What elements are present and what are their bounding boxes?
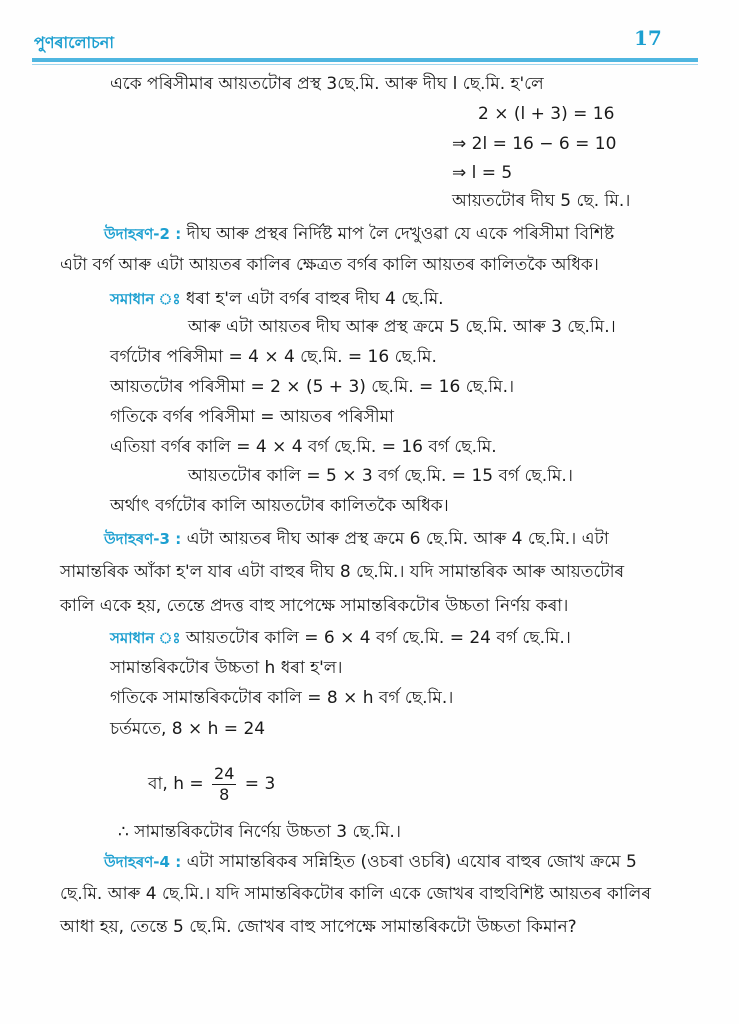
text-line: বৰ্গটোৰ পৰিসীমা = 4 × 4 ছে.মি. = 16 ছে.মি. [110, 347, 437, 367]
text-line: সামান্তৰিকটোৰ উচ্চতা h ধৰা হ'ল। [110, 658, 343, 678]
text-line: গতিকে বৰ্গৰ পৰিসীমা = আয়তৰ পৰিসীমা [110, 407, 394, 427]
equation-line: 2 × (l + 3) = 16 [478, 104, 615, 124]
example-text: এটা সামান্তৰিকৰ সন্নিহিত (ওচৰা ওচৰি) এযোৰ বাহুৰ জোখ ক্ৰমে 5 [186, 852, 637, 872]
example-text: এটা আয়তৰ দীঘ আৰু প্ৰস্থ ক্ৰমে 6 ছে.মি. আৰু 4 ছে.মি.। এটা [186, 529, 609, 549]
text-line: এতিয়া বৰ্গৰ কালি = 4 × 4 বৰ্গ ছে.মি. = 16 বৰ্গ ছে.মি. [110, 437, 497, 457]
running-header: পুণৰালোচনা [34, 33, 115, 52]
fraction [212, 764, 236, 805]
solution-heading [110, 627, 571, 649]
text-line: সামান্তৰিক আঁকা হ'ল যাৰ এটা বাহুৰ দীঘ 8 ছে.মি.। যদি সামান্তৰিক আৰু আয়তটোৰ [60, 562, 625, 582]
solution-heading [110, 288, 444, 310]
text-line: আৰু এটা আয়তৰ দীঘ আৰু প্ৰস্থ ক্ৰমে 5 ছে.মি. আৰু 3 ছে.মি.। [188, 317, 616, 337]
equation-line: ⇒ 2l = 16 − 6 = 10 [452, 134, 617, 154]
fraction-prefix: বা, h = [148, 774, 204, 794]
example-heading [104, 528, 609, 550]
fraction-denominator: 8 [219, 784, 230, 804]
text-line: গতিকে সামান্তৰিকটোৰ কালি = 8 × h বৰ্গ ছে.মি.। [110, 688, 454, 708]
page-number: 17 [634, 26, 662, 50]
example-heading [104, 851, 637, 873]
solution-text: ধৰা হ'ল এটা বৰ্গৰ বাহুৰ দীঘ 4 ছে.মি. [185, 289, 444, 309]
text-line: আয়তটোৰ পৰিসীমা = 2 × (5 + 3) ছে.মি. = 16 ছে.মি.। [110, 377, 515, 397]
conclusion-line: ∴ সামান্তৰিকটোৰ নিৰ্ণেয় উচ্চতা 3 ছে.মি.। [118, 822, 401, 842]
fraction-line [148, 762, 275, 806]
header-rule [32, 58, 698, 62]
text-line: আয়তটোৰ কালি = 5 × 3 বৰ্গ ছে.মি. = 15 বৰ্গ ছে.মি.। [188, 466, 573, 486]
text-line: এটা বৰ্গ আৰু এটা আয়তৰ কালিৰ ক্ষেত্ৰত বৰ্গৰ কালি আয়তৰ কালিতকৈ অধিক। [60, 255, 599, 275]
text-line: চৰ্তমতে, 8 × h = 24 [110, 719, 266, 739]
example-text: দীঘ আৰু প্ৰস্থৰ নিৰ্দিষ্ট মাপ লৈ দেখুওৱা যে একে পৰিসীমা বিশিষ্ট [186, 224, 615, 244]
solution-label: সমাধান ঃ [110, 290, 181, 308]
text-line: অৰ্থাৎ বৰ্গটোৰ কালি আয়তটোৰ কালিতকৈ অধিক। [110, 496, 449, 516]
fraction-numerator: 24 [214, 763, 235, 783]
equation-line: ⇒ l = 5 [452, 163, 513, 183]
fraction-suffix: = 3 [244, 774, 276, 794]
example-heading [104, 223, 614, 245]
text-line: একে পৰিসীমাৰ আয়তটোৰ প্ৰস্থ 3ছে.মি. আৰু দীঘ l ছে.মি. হ'লে [110, 74, 544, 94]
text-line: আয়তটোৰ দীঘ 5 ছে. মি.। [452, 191, 631, 211]
text-line: ছে.মি. আৰু 4 ছে.মি.। যদি সামান্তৰিকটোৰ কালি একে জোখৰ বাহুবিশিষ্ট আয়তৰ কালিৰ [60, 884, 651, 904]
example-label: উদাহৰণ-4 : [104, 853, 182, 871]
text-line: আধা হয়, তেন্তে 5 ছে.মি. জোখৰ বাহু সাপেক্ষে সামান্তৰিকটো উচ্চতা কিমান? [60, 917, 577, 937]
example-label: উদাহৰণ-2 : [104, 225, 182, 243]
example-label: উদাহৰণ-3 : [104, 530, 182, 548]
solution-text: আয়তটোৰ কালি = 6 × 4 বৰ্গ ছে.মি. = 24 বৰ্গ ছে.মি.। [185, 628, 571, 648]
header-rule-thin [32, 64, 698, 65]
text-line: কালি একে হয়, তেন্তে প্ৰদত্ত বাহু সাপেক্ষে সামান্তৰিকটোৰ উচ্চতা নিৰ্ণয় কৰা। [60, 596, 569, 616]
solution-label: সমাধান ঃ [110, 629, 181, 647]
